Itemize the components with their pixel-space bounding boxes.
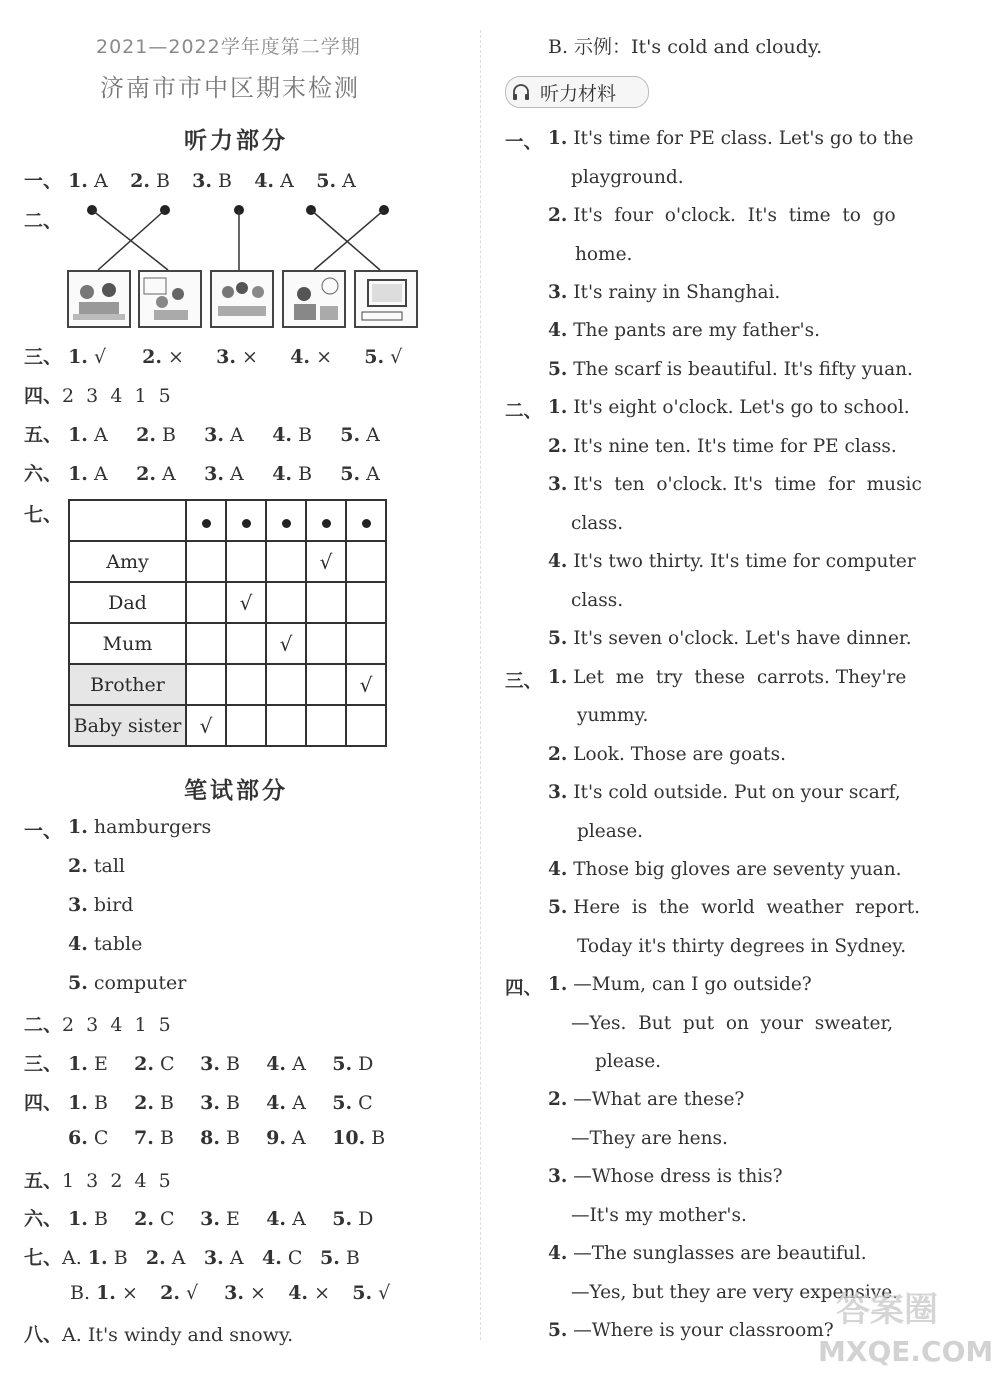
material-section-3-label: 三、 xyxy=(505,671,543,692)
material-line: 3. It's ten o'clock. It's time for music xyxy=(548,474,922,495)
material-line: 3. It's cold outside. Put on your scarf, xyxy=(548,782,901,803)
written-q3: 三、 1. E 2. C 3. B 4. A 5. D xyxy=(24,1053,374,1075)
picture-kids-with-clock xyxy=(282,270,346,328)
listening-q1: 一、 1. A 2. B 3. B 4. A 5. A xyxy=(24,170,356,192)
list-item: 5. computer xyxy=(68,972,187,994)
table-row xyxy=(69,664,386,705)
material-line: —It's my mother's. xyxy=(571,1205,747,1226)
answer-table xyxy=(68,499,387,747)
person-name: Mum xyxy=(69,623,186,664)
table-row xyxy=(69,705,386,746)
check-mark: √ xyxy=(186,705,226,746)
table-row xyxy=(69,582,386,623)
question-number: 三、 xyxy=(24,346,63,368)
person-name: Brother xyxy=(69,664,186,705)
material-line: yummy. xyxy=(577,705,649,726)
written-q4-row1: 四、 1. B 2. B 3. B 4. A 5. C xyxy=(24,1092,373,1114)
order-answer: 2 3 4 1 5 xyxy=(62,1014,171,1036)
bullet-icon xyxy=(362,519,371,528)
watermark-site: MXQE.COM xyxy=(818,1335,994,1368)
bullet-icon xyxy=(322,519,331,528)
question-number: 五、 xyxy=(24,424,63,446)
person-name: Amy xyxy=(69,541,186,582)
written-q5: 五、1 3 2 4 5 xyxy=(24,1170,171,1192)
column-divider xyxy=(480,30,481,1340)
listening-section-title: 听力部分 xyxy=(184,128,288,154)
written-q7-partA: 七、A. 1. B 2. A 3. A 4. C 5. B xyxy=(24,1247,360,1269)
table-row xyxy=(69,541,386,582)
order-answer: 2 3 4 1 5 xyxy=(62,385,171,407)
material-line: 2. It's four o'clock. It's time to go xyxy=(548,205,896,226)
matching-lines xyxy=(60,198,430,278)
material-line: 5. —Where is your classroom? xyxy=(548,1320,834,1341)
material-line: 5. The scarf is beautiful. It's fifty yuan. xyxy=(548,359,913,380)
material-line: 4. —The sunglasses are beautiful. xyxy=(548,1243,867,1264)
order-answer: 1 3 2 4 5 xyxy=(62,1170,171,1192)
material-line: 5. It's seven o'clock. Let's have dinner. xyxy=(548,628,912,649)
table-header-row xyxy=(69,500,386,541)
material-line: —Yes, but they are very expensive. xyxy=(571,1282,899,1303)
material-section-1-label: 一、 xyxy=(505,132,543,153)
material-line: —They are hens. xyxy=(571,1128,728,1149)
picture-students-reading xyxy=(67,270,131,328)
picture-computer xyxy=(354,270,418,328)
listening-q5: 五、 1. A 2. B 3. A 4. B 5. A xyxy=(24,424,380,446)
material-line: 2. —What are these? xyxy=(548,1089,745,1110)
written-q6: 六、 1. B 2. C 3. E 4. A 5. D xyxy=(24,1208,374,1230)
check-mark: √ xyxy=(226,582,266,623)
written-q7-partB: B. 1. × 2. √ 3. × 4. × 5. √ xyxy=(70,1282,391,1304)
list-item: 1. hamburgers xyxy=(68,816,212,838)
material-line: class. xyxy=(571,590,624,611)
listening-q2 xyxy=(24,206,62,233)
material-line: 4. It's two thirty. It's time for computer xyxy=(548,551,916,572)
material-line: Today it's thirty degrees in Sydney. xyxy=(577,936,907,957)
question-number: 一、 xyxy=(24,170,63,192)
material-line: 4. Those big gloves are seventy yuan. xyxy=(548,859,902,880)
written-q4-row2: 6. C 7. B 8. B 9. A 10. B xyxy=(68,1127,386,1149)
written-q8-partB: B. 示例：It's cold and cloudy. xyxy=(548,36,823,58)
person-name: Baby sister xyxy=(69,705,186,746)
watermark-logo: 答案圈 xyxy=(836,1290,938,1330)
question-number: 七、 xyxy=(24,1247,63,1269)
written-q2: 二、2 3 4 1 5 xyxy=(24,1014,171,1036)
listening-material-title: 听力材料 xyxy=(540,83,617,105)
table-row xyxy=(69,623,386,664)
list-item: 2. tall xyxy=(68,855,126,877)
material-line: home. xyxy=(575,244,633,265)
written-section-title: 笔试部分 xyxy=(184,778,288,804)
listening-q3: 三、 1. √ 2. × 3. × 4. × 5. √ xyxy=(24,346,403,368)
list-item: 3. bird xyxy=(68,894,134,916)
material-line: 5. Here is the world weather report. xyxy=(548,897,921,918)
check-mark: √ xyxy=(266,623,306,664)
material-line: 1. —Mum, can I go outside? xyxy=(548,974,812,995)
question-number: 六、 xyxy=(24,1208,63,1230)
material-line: 4. The pants are my father's. xyxy=(548,320,820,341)
picture-family-dinner xyxy=(210,270,274,328)
material-line: please. xyxy=(595,1051,662,1072)
material-line: 3. —Whose dress is this? xyxy=(548,1166,783,1187)
material-section-4-label: 四、 xyxy=(505,978,543,999)
material-line: class. xyxy=(571,513,624,534)
material-line: 3. It's rainy in Shanghai. xyxy=(548,282,781,303)
list-item: 4. table xyxy=(68,933,143,955)
question-number: 四、 xyxy=(24,1092,63,1114)
check-mark: √ xyxy=(306,541,346,582)
bullet-icon xyxy=(282,519,291,528)
material-line: playground. xyxy=(571,167,684,188)
material-line: —Yes. But put on your sweater, xyxy=(571,1013,894,1034)
headphones-icon xyxy=(511,82,531,102)
question-number: 三、 xyxy=(24,1053,63,1075)
listening-q7-label: 七、 xyxy=(24,504,63,526)
bullet-icon xyxy=(202,519,211,528)
material-section-2-label: 二、 xyxy=(505,401,543,422)
person-name: Dad xyxy=(69,582,186,623)
material-line: 2. Look. Those are goats. xyxy=(548,744,786,765)
written-q1-label: 一、 xyxy=(24,820,63,842)
material-line: 2. It's nine ten. It's time for PE class. xyxy=(548,436,897,457)
header-exam-title: 济南市市中区期末检测 xyxy=(100,74,360,102)
picture-kids-at-board xyxy=(138,270,202,328)
listening-q6: 六、 1. A 2. A 3. A 4. B 5. A xyxy=(24,463,380,485)
material-line: 1. It's time for PE class. Let's go to the xyxy=(548,128,914,149)
bullet-icon xyxy=(242,519,251,528)
listening-q4: 四、2 3 4 1 5 xyxy=(24,385,171,407)
header-year: 2021—2022学年度第二学期 xyxy=(96,36,361,58)
material-line: 1. It's eight o'clock. Let's go to school. xyxy=(548,397,910,418)
material-line: 1. Let me try these carrots. They're xyxy=(548,667,907,688)
check-mark: √ xyxy=(346,664,386,705)
material-line: please. xyxy=(577,821,644,842)
question-number: 二、 xyxy=(24,210,63,232)
written-q8-partA: 八、A. It's windy and snowy. xyxy=(24,1324,294,1346)
question-number: 六、 xyxy=(24,463,63,485)
